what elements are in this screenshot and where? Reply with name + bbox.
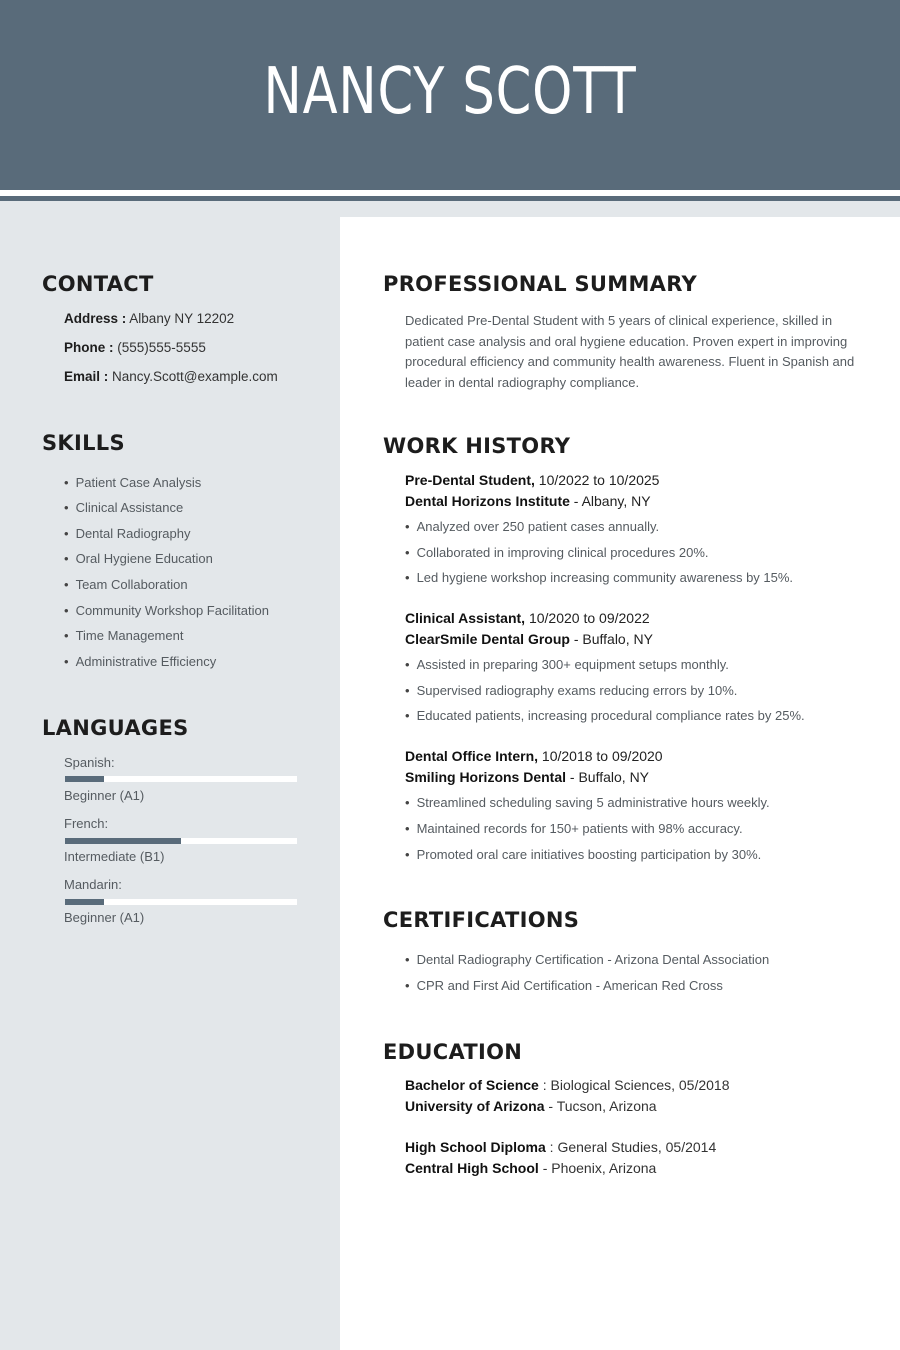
summary-heading: PROFESSIONAL SUMMARY <box>383 272 698 296</box>
header-banner <box>0 0 900 190</box>
job-title-line <box>405 472 659 488</box>
education-school-line <box>405 1098 657 1114</box>
contact-phone <box>64 340 206 355</box>
language-bar-french <box>65 838 297 844</box>
education-field: : General Studies, 05/2014 <box>549 1139 717 1155</box>
job-role: Clinical Assistant, <box>405 610 526 626</box>
education-school: University of Arizona <box>405 1098 545 1114</box>
job-bullet: • Assisted in preparing 300+ equipment setups monthly. <box>405 657 729 672</box>
education-school: Central High School <box>405 1160 539 1176</box>
language-level-french: Intermediate (B1) <box>64 849 165 864</box>
job-employer: ClearSmile Dental Group <box>405 631 570 647</box>
job-bullet: • Analyzed over 250 patient cases annually. <box>405 519 659 534</box>
job-bullet: • Supervised radiography exams reducing errors by 10%. <box>405 683 737 698</box>
job-title-line <box>405 610 650 626</box>
education-field: : Biological Sciences, 05/2018 <box>542 1077 730 1093</box>
language-fill <box>65 899 104 905</box>
education-location: - Phoenix, Arizona <box>542 1160 657 1176</box>
phone-value: (555)555-5555 <box>117 340 206 355</box>
skill-item: • Oral Hygiene Education <box>64 551 213 566</box>
job-dates: 10/2018 to 09/2020 <box>541 748 663 764</box>
job-dates: 10/2022 to 10/2025 <box>538 472 660 488</box>
skill-item: • Community Workshop Facilitation <box>64 603 269 618</box>
email-value: Nancy.Scott@example.com <box>112 369 278 384</box>
education-school-line <box>405 1160 656 1176</box>
language-level-mandarin: Beginner (A1) <box>64 910 145 925</box>
address-value: Albany NY 12202 <box>129 311 235 326</box>
candidate-name: NANCY SCOTT <box>263 55 637 129</box>
job-dates: 10/2020 to 09/2022 <box>528 610 650 626</box>
contact-heading: CONTACT <box>42 272 154 296</box>
language-fill <box>65 838 181 844</box>
job-location: - Albany, NY <box>573 493 651 509</box>
email-label: Email : <box>64 369 109 384</box>
language-bar-spanish <box>65 776 297 782</box>
job-employer: Dental Horizons Institute <box>405 493 570 509</box>
skill-item: • Clinical Assistance <box>64 500 183 515</box>
job-bullet: • Maintained records for 150+ patients with 98% accuracy. <box>405 821 743 836</box>
education-degree-line <box>405 1139 716 1155</box>
language-name-mandarin: Mandarin: <box>64 877 122 892</box>
phone-label: Phone : <box>64 340 114 355</box>
education-heading: EDUCATION <box>383 1040 523 1064</box>
job-location: - Buffalo, NY <box>569 769 650 785</box>
job-title-line <box>405 748 663 764</box>
education-location: - Tucson, Arizona <box>548 1098 657 1114</box>
language-bar-mandarin <box>65 899 297 905</box>
education-degree-line <box>405 1077 730 1093</box>
job-employer-line <box>405 769 649 785</box>
skill-item: • Team Collaboration <box>64 577 188 592</box>
job-bullet: • Streamlined scheduling saving 5 administrative hours weekly. <box>405 795 770 810</box>
job-employer-line <box>405 631 653 647</box>
job-employer: Smiling Horizons Dental <box>405 769 567 785</box>
skill-item: • Dental Radiography <box>64 526 190 541</box>
education-degree: High School Diploma <box>405 1139 546 1155</box>
skill-item: • Patient Case Analysis <box>64 475 201 490</box>
certifications-heading: CERTIFICATIONS <box>383 908 580 932</box>
job-employer-line <box>405 493 651 509</box>
job-bullet: • Led hygiene workshop increasing community awareness by 15%. <box>405 570 793 585</box>
job-bullet: • Promoted oral care initiatives boosting participation by 30%. <box>405 847 761 862</box>
address-label: Address : <box>64 311 127 326</box>
summary-text: Dedicated Pre-Dental Student with 5 years of clinical experience, skilled in patient case analysis and oral hygiene education. Proven expert in improving procedural efficiency and community health awareness. Fluent in Spanish and leader in dental radiography compliance. <box>405 313 855 390</box>
work-history-heading: WORK HISTORY <box>383 434 571 458</box>
contact-email <box>64 369 278 384</box>
job-role: Dental Office Intern, <box>405 748 539 764</box>
certification-item: • CPR and First Aid Certification - American Red Cross <box>405 978 723 993</box>
job-bullet: • Collaborated in improving clinical procedures 20%. <box>405 545 709 560</box>
language-level-spanish: Beginner (A1) <box>64 788 145 803</box>
job-location: - Buffalo, NY <box>573 631 653 647</box>
certification-item: • Dental Radiography Certification - Arizona Dental Association <box>405 952 769 967</box>
language-name-spanish: Spanish: <box>64 755 115 770</box>
skill-item: • Time Management <box>64 628 183 643</box>
content-top-band <box>340 201 900 217</box>
skill-item: • Administrative Efficiency <box>64 654 216 669</box>
job-bullet: • Educated patients, increasing procedural compliance rates by 25%. <box>405 708 805 723</box>
contact-address <box>64 311 234 326</box>
education-degree: Bachelor of Science <box>405 1077 539 1093</box>
languages-heading: LANGUAGES <box>42 716 189 740</box>
language-fill <box>65 776 104 782</box>
job-role: Pre-Dental Student, <box>405 472 535 488</box>
language-name-french: French: <box>64 816 109 831</box>
skills-heading: SKILLS <box>42 431 125 455</box>
